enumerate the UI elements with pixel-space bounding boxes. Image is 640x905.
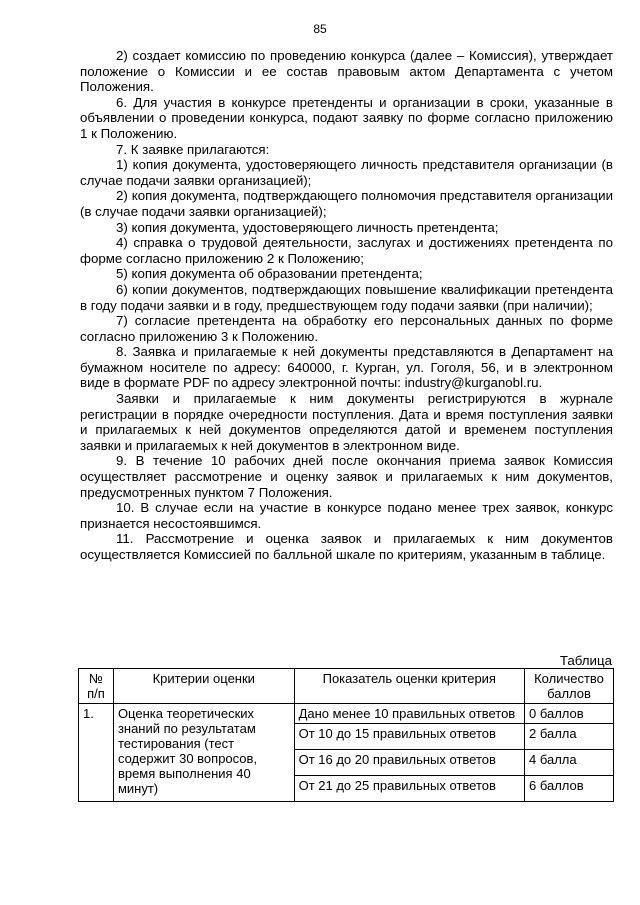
paragraph: 1) копия документа, удостоверяющего личность представителя организации (в случае подачи заявки организацией); bbox=[80, 157, 613, 188]
page-number: 85 bbox=[313, 22, 327, 36]
paragraph: 6) копии документов, подтверждающих повышение квалификации претендента в году подачи заявки и в году, предшествующем году подачи заявки (при наличии); bbox=[80, 281, 613, 313]
table-caption: Таблица bbox=[559, 653, 612, 668]
paragraph: 9. В течение 10 рабочих дней после окончания приема заявок Комиссия осуществляет рассмотрение и оценку заявок и прилагаемых к ним документов, предусмотренных пунктом 7 Положения. bbox=[80, 453, 613, 500]
row-score: 4 балла bbox=[525, 750, 614, 776]
paragraph: 2) копия документа, подтверждающего полномочия представителя организации (в случае подачи заявки организацией); bbox=[80, 188, 613, 219]
paragraph: 3) копия документа, удостоверяющего личность претендента; bbox=[116, 219, 499, 235]
row-score: 2 балла bbox=[525, 724, 614, 750]
paragraph: 10. В случае если на участие в конкурсе подано менее трех заявок, конкурс признается несостоявшимся. bbox=[80, 500, 613, 531]
criteria-table bbox=[78, 668, 614, 802]
paragraph: 7. К заявке прилагаются: bbox=[116, 141, 270, 157]
body-text bbox=[80, 48, 613, 563]
paragraph: 2) создает комиссию по проведению конкурса (далее – Комиссия), утверждает положение о Комиссии и ее состав правовым актом Департамента с учетом Положения. bbox=[80, 48, 613, 95]
table-row bbox=[79, 704, 614, 724]
row-criterion: Оценка теоретических знаний по результатам тестирования (тест содержит 30 вопросов, время выполнения 40 минут) bbox=[113, 704, 294, 802]
row-indicator: От 21 до 25 правильных ответов bbox=[294, 776, 524, 802]
row-score: 0 баллов bbox=[525, 704, 614, 724]
row-indicator: Дано менее 10 правильных ответов bbox=[294, 704, 524, 724]
paragraph: 5) копия документа об образовании претендента; bbox=[116, 266, 423, 282]
paragraph: 11. Рассмотрение и оценка заявок и прилагаемых к ним документов осуществляется Комиссией по балльной шкале по критериям, указанным в таблице. bbox=[80, 531, 613, 562]
paragraph: 8. Заявка и прилагаемые к ней документы представляются в Департамент на бумажном носителе по адресу: 640000, г. Курган, ул. Гоголя, 56, и в электронном виде в формате PDF по адресу электронной почты: industry@kurganobl.ru. bbox=[80, 344, 613, 391]
header-num: № п/п bbox=[79, 669, 114, 704]
row-indicator: От 10 до 15 правильных ответов bbox=[294, 724, 524, 750]
header-indicator: Показатель оценки критерия bbox=[294, 669, 524, 704]
header-score: Количество баллов bbox=[525, 669, 614, 704]
paragraph: 4) справка о трудовой деятельности, заслугах и достижениях претендента по форме согласно приложению 2 к Положению; bbox=[80, 235, 613, 266]
paragraph: Заявки и прилагаемые к ним документы регистрируются в журнале регистрации в порядке очередности поступления. Дата и время поступления заявки и прилагаемых к ней документов определяются датой и временем поступления заявки и прилагаемых к ней документов в электронном виде. bbox=[80, 391, 613, 453]
row-score: 6 баллов bbox=[525, 776, 614, 802]
row-indicator: От 16 до 20 правильных ответов bbox=[294, 750, 524, 776]
table-header-row bbox=[79, 669, 614, 704]
row-number: 1. bbox=[79, 704, 114, 802]
paragraph: 6. Для участия в конкурсе претенденты и организации в сроки, указанные в объявлении о проведении конкурса, подают заявку по форме согласно приложению 1 к Положению. bbox=[80, 94, 613, 141]
header-criterion: Критерии оценки bbox=[113, 669, 294, 704]
paragraph: 7) согласие претендента на обработку его персональных данных по форме согласно приложению 3 к Положению. bbox=[80, 313, 613, 344]
